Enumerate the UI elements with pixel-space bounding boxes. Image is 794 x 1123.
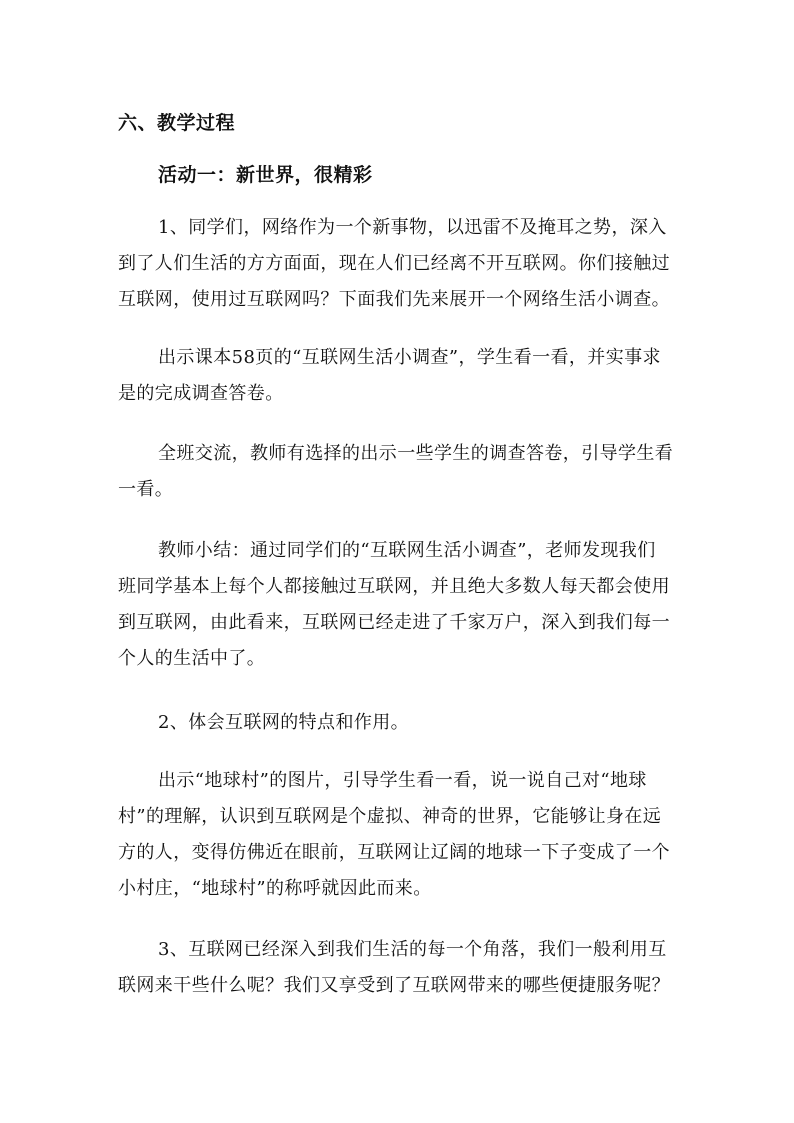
paragraph-1-line-1: 1、同学们，网络作为一个新事物，以迅雷不及掩耳之势，深入 <box>158 217 667 238</box>
paragraph-7 <box>118 932 678 1004</box>
paragraph-2-line-1: 出示课本58页的“互联网生活小调查”，学生看一看，并实事求 <box>158 347 661 368</box>
paragraph-4-line-4: 个人的生活中了。 <box>118 648 266 669</box>
paragraph-6-line-1: 出示“地球村”的图片，引导学生看一看，说一说自己对“地球 <box>158 770 647 791</box>
paragraph-3-line-2: 一看。 <box>118 479 174 500</box>
paragraph-6 <box>118 763 678 907</box>
paragraph-1-line-2: 到了人们生活的方方面面，现在人们已经离不开互联网。你们接触过 <box>118 253 670 274</box>
paragraph-7-line-1: 3、互联网已经深入到我们生活的每一个角落，我们一般利用互 <box>158 939 667 960</box>
paragraph-4-line-2: 班同学基本上每个人都接触过互联网，并且绝大多数人每天都会使用 <box>118 576 670 597</box>
paragraph-2 <box>118 340 678 412</box>
paragraph-2-line-2: 是的完成调查答卷。 <box>118 383 284 404</box>
paragraph-4 <box>118 533 678 677</box>
paragraph-5 <box>118 705 678 741</box>
paragraph-3 <box>118 436 678 508</box>
paragraph-6-line-4: 小村庄，“地球村”的称呼就因此而来。 <box>118 878 432 899</box>
section-heading: 六、教学过程 <box>118 112 236 134</box>
paragraph-4-line-1: 教师小结：通过同学们的“互联网生活小调查”，老师发现我们 <box>158 540 656 561</box>
paragraph-4-line-3: 到互联网，由此看来，互联网已经走进了千家万户，深入到我们每一 <box>118 612 670 633</box>
activity-heading: 活动一：新世界，很精彩 <box>158 164 373 186</box>
paragraph-6-line-3: 方的人，变得仿佛近在眼前，互联网让辽阔的地球一下子变成了一个 <box>118 842 670 863</box>
paragraph-1-line-3: 互联网，使用过互联网吗？下面我们先来展开一个网络生活小调查。 <box>118 289 670 310</box>
paragraph-6-line-2: 村”的理解，认识到互联网是个虚拟、神奇的世界，它能够让身在远 <box>118 806 662 827</box>
paragraph-7-line-2: 联网来干些什么呢？我们又享受到了互联网带来的哪些便捷服务呢？ <box>118 975 670 996</box>
paragraph-1 <box>118 210 678 318</box>
paragraph-3-line-1: 全班交流，教师有选择的出示一些学生的调查答卷，引导学生看 <box>158 443 674 464</box>
paragraph-5-line-1: 2、体会互联网的特点和作用。 <box>158 712 410 733</box>
